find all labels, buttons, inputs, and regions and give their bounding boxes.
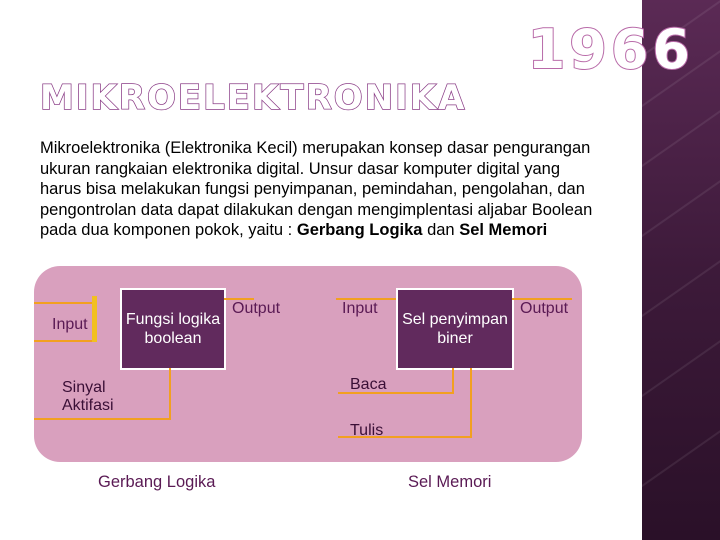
memory-write-label: Tulis bbox=[350, 422, 384, 439]
memory-read-wire-vertical bbox=[452, 368, 454, 394]
gate-output-label: Output bbox=[232, 300, 281, 317]
gate-enable-label: Sinyal Aktifasi bbox=[62, 379, 114, 414]
paragraph-bold-memory: Sel Memori bbox=[459, 221, 548, 239]
paragraph-text: Mikroelektronika (Elektronika Kecil) merupakan konsep dasar pengurangan ukuran rangkaian elektronika digital. Unsur dasar komputer digital yang harus bisa melakukan fungsi penyimpanan, pemindahan, pengolahan, dan pengontrolan data dapat dilakukan dengan mengimplentasi aljabar Boolean pada dua komponen pokok, yaitu : bbox=[40, 139, 593, 239]
memory-write-wire-vertical bbox=[470, 368, 472, 438]
gate-input-bus bbox=[92, 296, 97, 342]
memory-cell-label: Sel penyimpan biner bbox=[402, 311, 508, 347]
paragraph-join: dan bbox=[427, 221, 455, 239]
slide-title: MIKROELEKTRONIKA bbox=[40, 78, 467, 118]
memory-read-label: Baca bbox=[350, 376, 387, 393]
gate-input-label: Input bbox=[52, 316, 88, 333]
gate-enable-wire-vertical bbox=[169, 368, 171, 420]
gate-input-wire-bottom bbox=[34, 340, 94, 342]
memory-output-label: Output bbox=[520, 300, 569, 317]
gate-enable-wire-horizontal bbox=[34, 418, 171, 420]
paragraph-bold-gate: Gerbang Logika bbox=[296, 221, 423, 239]
gate-caption: Gerbang Logika bbox=[98, 473, 216, 491]
gate-input-wire-top bbox=[34, 302, 94, 304]
intro-paragraph bbox=[40, 138, 600, 241]
logic-function-label: Fungsi logika boolean bbox=[125, 311, 221, 347]
memory-caption: Sel Memori bbox=[408, 473, 492, 491]
memory-cell-box bbox=[396, 288, 514, 370]
side-decoration-band bbox=[642, 0, 720, 540]
logic-function-box bbox=[120, 288, 226, 370]
memory-input-label: Input bbox=[342, 300, 378, 317]
year-heading: 1966 bbox=[527, 18, 694, 81]
